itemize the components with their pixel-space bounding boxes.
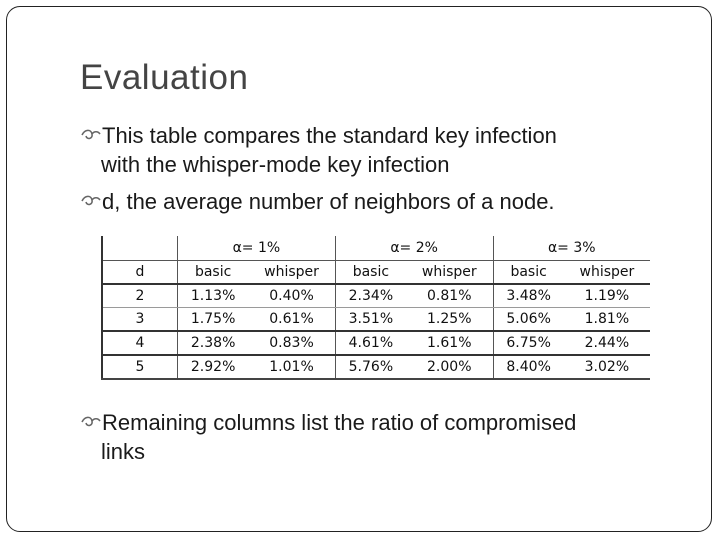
- table-subheader: basic: [335, 261, 406, 285]
- table-subheader: basic: [493, 261, 564, 285]
- table-cell: 2.00%: [406, 355, 493, 379]
- table-cell: 1.01%: [248, 355, 335, 379]
- table-cell: 3: [102, 308, 178, 332]
- table-cell: 1.13%: [178, 284, 249, 308]
- table-group-header: α= 2%: [335, 236, 493, 261]
- table-corner-cell: [102, 236, 178, 261]
- table-subheader: whisper: [564, 261, 650, 285]
- table-row: [102, 284, 650, 308]
- curl-bullet-icon: [80, 415, 102, 429]
- bullet-2: [80, 187, 680, 216]
- table-cell: 6.75%: [493, 331, 564, 355]
- table-cell: 5.76%: [335, 355, 406, 379]
- table-cell: 2.44%: [564, 331, 650, 355]
- table-cell: 0.61%: [248, 308, 335, 332]
- table-cell: 8.40%: [493, 355, 564, 379]
- table-cell: 1.19%: [564, 284, 650, 308]
- table-group-header: α= 3%: [493, 236, 650, 261]
- table-subheader: whisper: [406, 261, 493, 285]
- table-row: [102, 331, 650, 355]
- table-cell: 3.48%: [493, 284, 564, 308]
- table-group-header: α= 1%: [178, 236, 336, 261]
- table-cell: 0.83%: [248, 331, 335, 355]
- table-row: [102, 308, 650, 332]
- table-cell: 3.02%: [564, 355, 650, 379]
- table-cell: 4.61%: [335, 331, 406, 355]
- table-cell: 3.51%: [335, 308, 406, 332]
- table-cell: 0.40%: [248, 284, 335, 308]
- bullet-1: [80, 121, 680, 179]
- table-cell: 2.34%: [335, 284, 406, 308]
- table-group-header-row: [102, 236, 650, 261]
- table-subheader: d: [102, 261, 178, 285]
- table-cell: 2.38%: [178, 331, 249, 355]
- table-row: [102, 355, 650, 379]
- table-cell: 5: [102, 355, 178, 379]
- table-cell: 2.92%: [178, 355, 249, 379]
- curl-bullet-icon: [80, 128, 102, 142]
- table-cell: 5.06%: [493, 308, 564, 332]
- bullet-3: [80, 408, 680, 466]
- table-cell: 1.81%: [564, 308, 650, 332]
- table-cell: 2: [102, 284, 178, 308]
- bullet-2-line-1: d, the average number of neighbors of a node.: [102, 189, 555, 214]
- table-subheader: whisper: [248, 261, 335, 285]
- table-subheader-row: [102, 261, 650, 285]
- table-cell: 1.25%: [406, 308, 493, 332]
- bullet-3-line-2: links: [101, 439, 146, 464]
- bullet-1-line-2: with the whisper-mode key infection: [101, 152, 450, 177]
- table-cell: 1.75%: [178, 308, 249, 332]
- table-subheader: basic: [178, 261, 249, 285]
- bullet-1-line-1: This table compares the standard key infection: [102, 123, 557, 148]
- table-cell: 0.81%: [406, 284, 493, 308]
- table-cell: 1.61%: [406, 331, 493, 355]
- table-cell: 4: [102, 331, 178, 355]
- bullet-3-line-1: Remaining columns list the ratio of compromised: [102, 410, 577, 435]
- results-table: [101, 236, 650, 381]
- results-table-grid: [101, 236, 650, 380]
- curl-bullet-icon: [80, 194, 102, 208]
- slide-title: Evaluation: [80, 58, 249, 97]
